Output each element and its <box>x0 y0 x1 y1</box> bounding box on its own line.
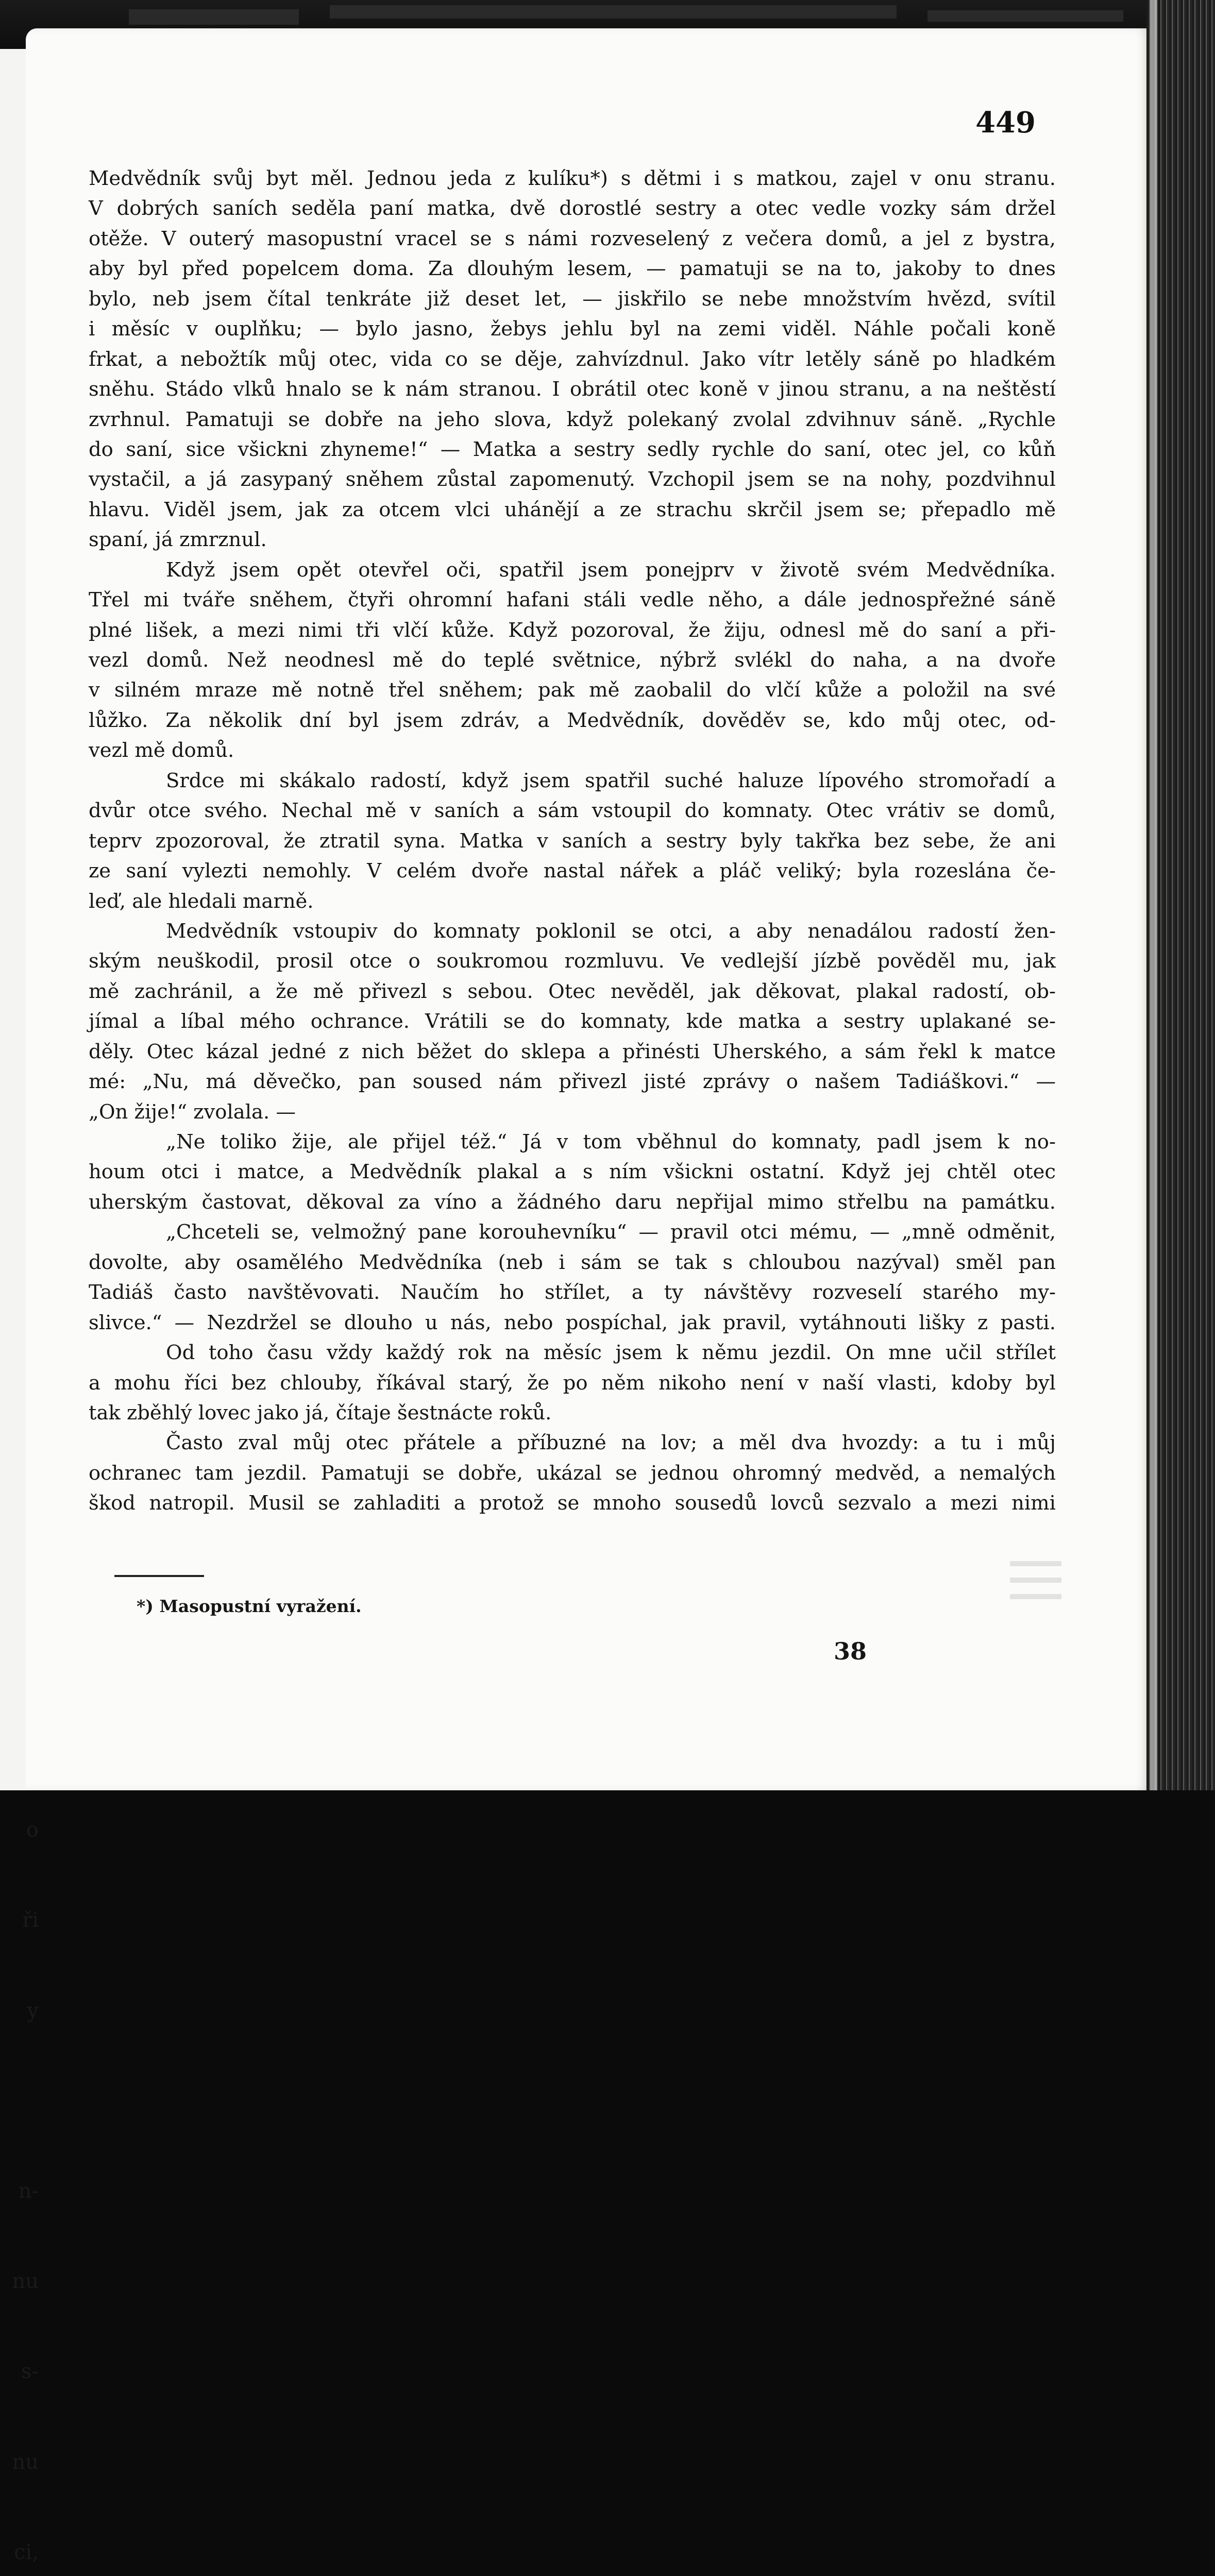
text-line: leď, ale hledali marně. <box>89 889 314 913</box>
text-line: V dobrých saních seděla paní matka, dvě dorostlé sestry a otec vedle vozky sám držel <box>89 197 1056 221</box>
footnote-rule <box>114 1575 204 1577</box>
text-line: Tadiáš často navštěvovati. Naučím ho střílet, a ty návštěvy rozveselí starého my- <box>89 1281 1056 1304</box>
fragment-line: ci, <box>14 2540 39 2564</box>
text-line: Často zval můj otec přátele a příbuzné na lov; a měl dva hvozdy: a tu i můj <box>166 1431 1056 1455</box>
text-line: Medvědník vstoupiv do komnaty poklonil se otci, a aby nenadálou radostí žen- <box>166 919 1056 943</box>
text-line: do saní, sice všickni zhyneme!“ — Matka a sestry sedly rychle do saní, otec jel, co kůň <box>89 437 1056 461</box>
fragment-line: ři <box>22 1908 39 1933</box>
fragment-line: o <box>26 1818 39 1842</box>
text-line: vystačil, a já zasypaný sněhem zůstal zapomenutý. Vzchopil jsem se na nohy, pozdvihnul <box>89 468 1056 492</box>
text-line: „Ne toliko žije, ale přijel též.“ Já v tom vběhnul do komnaty, padl jsem k no- <box>166 1130 1056 1154</box>
text-line: hlavu. Viděl jsem, jak za otcem vlci uhánějí a ze strachu skrčil jsem se; přepadlo mě <box>89 498 1056 521</box>
fragment-line: nu <box>12 2450 39 2474</box>
text-line: ochranec tam jezdil. Pamatuji se dobře, ukázal se jednou ohromný medvěd, a nemalých <box>89 1461 1056 1485</box>
text-line: vezl mě domů. <box>89 739 234 762</box>
text-line: Medvědník svůj byt měl. Jednou jeda z kulíku*) s dětmi i s matkou, zajel v onu stranu. <box>89 167 1056 190</box>
text-line: spaní, já zmrznul. <box>89 528 267 552</box>
text-line: Srdce mi skákalo radostí, když jsem spatřil suché haluze lípového stromořadí a <box>166 769 1056 792</box>
text-line: Třel mi tváře sněhem, čtyři ohromní hafani stáli vedle něho, a dále jednospřežné sáně <box>89 588 1056 612</box>
fragment-line: n- <box>18 2179 39 2204</box>
text-line: v silném mraze mě notně třel sněhem; pak mě zaobalil do vlčí kůže a položil na své <box>89 679 1056 702</box>
text-line: sněhu. Stádo vlků hnalo se k nám stranou. I obrátil otec koně v jinou stranu, a na neštěstí <box>89 378 1056 401</box>
text-line: tak zběhlý lovec jako já, čítaje šestnácte roků. <box>89 1401 552 1425</box>
text-line: dovolte, aby osamělého Medvědníka (neb i sám se tak s chloubou nazýval) směl pan <box>89 1250 1056 1274</box>
text-line: aby byl před popelcem doma. Za dlouhým lesem, — pamatuji se na to, jakoby to dnes <box>89 257 1056 281</box>
text-line: ze saní vylezti nemohly. V celém dvoře nastal nářek a pláč veliký; byla rozeslána če- <box>89 859 1056 883</box>
text-line: Když jsem opět otevřel oči, spatřil jsem ponejprv v životě svém Medvědníka. <box>166 558 1056 582</box>
text-line: škod natropil. Musil se zahladiti a protož se mnoho sousedů lovců sezvalo a mezi nimi <box>89 1492 1056 1515</box>
text-line: otěže. V outerý masopustní vracel se s námi rozveselený z večera domů, a jel z bystra, <box>89 227 1056 250</box>
text-line: houm otci i matce, a Medvědník plakal a s ním všickni ostatní. Když jej chtěl otec <box>89 1160 1056 1184</box>
text-line: frkat, a nebožtík můj otec, vida co se děje, zahvízdnul. Jako vítr letěly sáně po hladkém <box>89 347 1056 371</box>
text-line: slivce.“ — Nezdržel se dlouho u nás, nebo pospíchal, jak pravil, vytáhnouti lišky z pasti. <box>89 1311 1056 1334</box>
fragment-line: y <box>27 1998 39 2023</box>
text-line: a mohu říci bez chlouby, říkával starý, že po něm nikoho není v naší vlasti, kdoby byl <box>89 1371 1056 1395</box>
show-through-marks <box>1010 1561 1061 1623</box>
footnote: *) Masopustní vyražení. <box>137 1596 362 1616</box>
text-line: uherským častovat, děkoval za víno a žádného daru nepřijal mimo střelbu na památku. <box>89 1190 1056 1214</box>
text-line: vezl domů. Než neodnesl mě do teplé světnice, nýbrž svlékl do naha, a na dvoře <box>89 649 1056 672</box>
page-number: 449 <box>975 106 1036 140</box>
text-line: dvůr otce svého. Nechal mě v saních a sám vstoupil do komnaty. Otec vrátiv se domů, <box>89 799 1056 823</box>
text-line: „On žije!“ zvolala. — <box>89 1100 296 1124</box>
fragment-line: nu <box>12 2269 39 2294</box>
fragment-line <box>0 2086 39 2116</box>
text-line: „Chceteli se, velmožný pane korouhevníku“ — pravil otci mému, — „mně odměnit, <box>166 1221 1056 1244</box>
text-line: zvrhnul. Pamatuji se dobře na jeho slova, když polekaný zvolal zdvihnuv sáně. „Rychle <box>89 408 1056 431</box>
text-line: ským neuškodil, prosil otce o soukromou rozmluvu. Ve vedlejší jízbě pověděl mu, jak <box>89 950 1056 973</box>
text-line: mě zachránil, a že mě přivezl s sebou. Otec nevěděl, jak děkovat, plakal radostí, ob- <box>89 979 1056 1003</box>
signature-mark: 38 <box>833 1637 867 1665</box>
text-line: plné lišek, a mezi nimi tři vlčí kůže. Když pozoroval, že žiju, odnesl mě do saní a při- <box>89 618 1056 642</box>
text-line: děly. Otec kázal jedné z nich běžet do sklepa a přinésti Uherského, a sám řekl k matce <box>89 1040 1056 1063</box>
body-text <box>89 164 1056 1519</box>
text-line: jímal a líbal mého ochrance. Vrátili se do komnaty, kde matka a sestry uplakané se- <box>89 1010 1056 1033</box>
fragment-line: s- <box>21 2360 39 2384</box>
text-line: Od toho času vždy každý rok na měsíc jsem k němu jezdil. On mne učil střílet <box>166 1341 1056 1365</box>
text-line: mé: „Nu, má děvečko, pan soused nám přivezl jisté zprávy o našem Tadiáškovi.“ — <box>89 1070 1056 1094</box>
page-edge-highlight <box>1150 0 1157 1790</box>
text-line: teprv zpozoroval, že ztratil syna. Matka v saních a sestry byly takřka bez sebe, že ani <box>89 829 1056 853</box>
text-line: bylo, neb jsem čítal tenkráte již deset let, — jiskřilo se nebe množstvím hvězd, svítil <box>89 287 1056 311</box>
text-line: i měsíc v ouplňku; — bylo jasno, žebys jehlu byl na zemi viděl. Náhle počali koně <box>89 317 1056 341</box>
text-line: lůžko. Za několik dní byl jsem zdráv, a Medvědník, dověděv se, kdo můj otec, od- <box>89 708 1056 732</box>
